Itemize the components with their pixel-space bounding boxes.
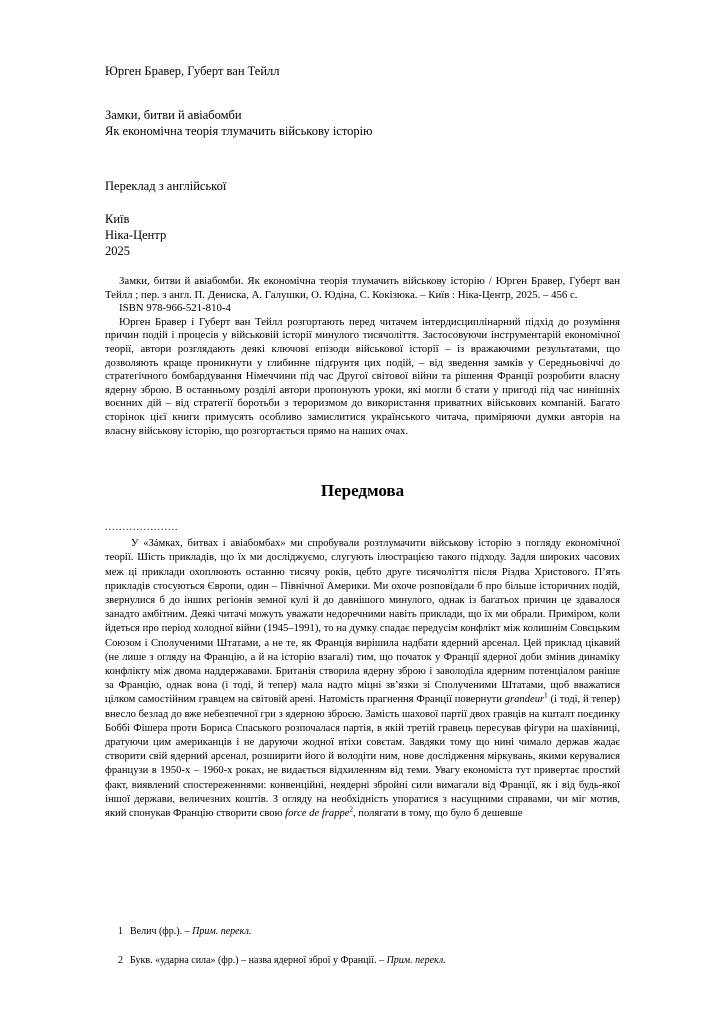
preface-text-3: , полягати в тому, що було б дешевше [352,807,523,819]
footnote-1-italic: Прим. перекл. [192,926,252,937]
publication-city: Київ [105,212,130,226]
annotation-paragraph: Юрген Бравер і Губерт ван Тейлл розгортають перед читачем інтердисциплінарний підхід до розуміння причин подій і процесів у військовій історії минулого тисячоліття. Застосовуючи інструментарій економічної теорії, автори розглядають деякі ключові епізоди військової історії – із вражаючими результатами, що дозволяють краще проникнути у глибинне підґрунтя цих подій, – від зведення замків у Середньовіччі до стратегічного бомбардування Німеччини під час Другої світової війни та рішення Франції розробити власну ядерну зброю. В останньому розділі автори пропонують уроки, які могли б стати у пригоді під час нинішніх воєнних дій – від стратегії боротьби з тероризмом до використання приватних військових компаній. Багато сторінок цієї книги примусять особливо замислитися українського читача, приміряючи думки авторів на власну військову історію, що розгортається прямо на наших очах. [105,315,620,437]
footnote-1 [105,926,620,939]
dotted-line: ..................... [105,522,179,534]
footnote-2-text [130,955,446,966]
footnote-2-marker: 2 [118,954,123,966]
footnote-ref-2: 2 [349,805,353,814]
title-line: Замки, битви й авіабомби [105,108,242,122]
authors-line: Юрген Бравер, Губерт ван Тейлл [105,64,280,78]
preface-text-2: (і тоді, й тепер) внесло безлад до вже небезпечної гри з ядерною зброєю. Замість шахової партії двох гравців на кшталт поєдинку Боббі Фішера проти Бориса Спаського розпочалася партія, в якій третій гравець пересував фігури на шахівниці, дратуючи цим американців і не даруючи жодної втіхи совєтам. Завдяки тому що нині чимало держав жадає створити свій ядерний арсенал, розширити його й володіти ним, нове дослідження міркувань, якими керувалися французи в 1950-х – 1960-х роках, не видається відхиленням від теми. Увагу економіста тут привертає простий факт, виявлений спостереженнями: конвенційні, неядерні збройні сили вимагали від Франції, як і від будь-якої іншої держави, величезних коштів. З огляду на необхідність упоратися з насущними справами, чи міг мотив, який спонукав Францію створити свою [105,694,620,819]
preface-heading: Передмова [320,481,405,501]
book-title [105,107,620,139]
preface-text-1: У «Зáмках, битвах і авіабомбах» ми спробували розтлумачити військову історію з погляду економічної теорії. Шість прикладів, що їх ми досліджуємо, слугують ілюстрацією такого підходу. Задля широких часових меж ці приклади охоплюють останню тисячу років, цебто друге тисячоліття після Різдва Христового. П’ять прикладів стосуються Європи, один – Північної Америки. Ми охоче розповідали б про більше історичних подій, звернулися б до інших регіонів земної кулі й до давнішого минулого, однак із багатьох причин це здавалося занадто амбітним. Деякі читачі можуть уважати недоречними навіть приклади, що їх ми обрали. Приміром, коли йдеться про період холодної війни (1945–1991), то на думку спадає передусім конфлікт між колишнім Совєцьким Союзом і Сполученими Штатами, а не те, як Франція вирішила надбати ядерний арсенал. Цей приклад цікавий (не лише з огляду на Францію, а й на історію взагалі) тим, що початок у Франції ядерної доби змінив динаміку конфлікту між двома наддержавами. Британія створила ядерну зброю і заволоділа ядерним потенціалом раніше за Францію, однак вона (і тоді, й тепер) мала надто міцні зв’язки зі Сполученими Штатами, щоб вважатися цілком самостійним гравцем на світовій арені. Натомість прагнення Франції повернути [105,538,620,706]
term-force-de-frappe: force de frappe [285,807,350,819]
imprint-block [105,275,620,438]
footnote-2-italic: Прим. перекл. [386,954,446,966]
footnote-1-body: Велич (фр.). – [130,926,193,937]
footnote-1-marker: 1 [118,926,123,937]
footnotes-block [105,926,620,983]
bibliographic-record: Замки, битви й авіабомби. Як економічна теорія тлумачить військову історію / Юрген Бравер, Губерт ван Тейлл ; пер. з англ. П. Дениска, А. Галушки, О. Юдіна, С. Кокізюка. – Київ : Ніка-Центр, 2025. – 456 с. [105,275,620,301]
publication-info [105,211,620,259]
footnote-1-text [130,926,251,937]
term-grandeur: grandeur [504,694,545,706]
footnote-ref-1: 1 [544,691,548,700]
isbn-line: ISBN 978-966-521-810-4 [119,302,231,315]
publication-year: 2025 [105,244,130,258]
translation-note: Переклад з англійської [105,179,227,193]
footnote-2-body: Букв. «ударна сила» (фр.) – назва ядерної зброї у Франції. – [130,954,387,966]
subtitle-line: Як економічна теорія тлумачить військову історію [105,124,373,138]
publisher-name: Ніка-Центр [105,228,167,242]
front-matter [105,63,620,259]
preface-paragraph [105,537,620,821]
footnote-2 [105,955,620,968]
